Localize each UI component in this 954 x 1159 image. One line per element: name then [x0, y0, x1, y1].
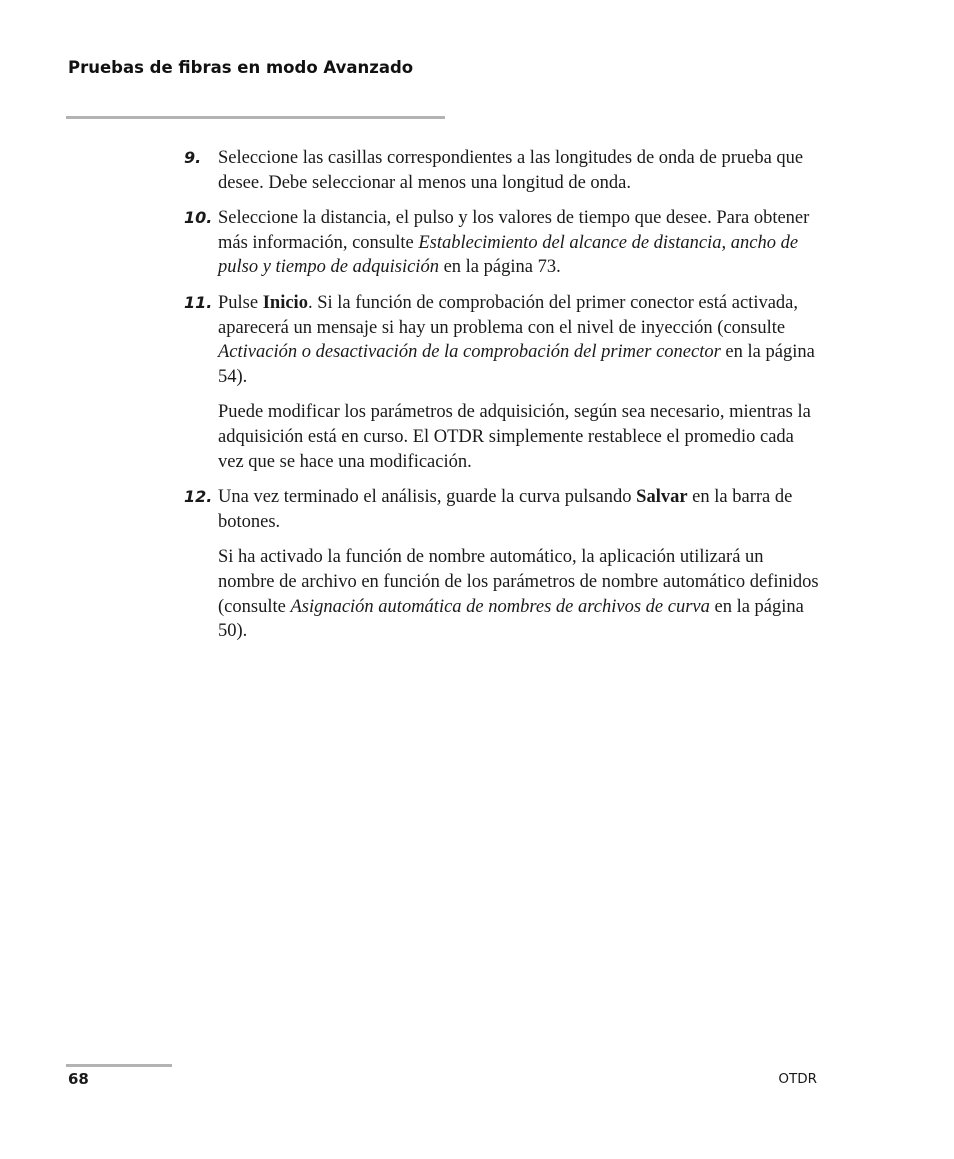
step-text-part: en la página 73. [438, 257, 561, 278]
step-text-part: en la barra de botones. [218, 487, 793, 532]
running-header: Pruebas de fibras en modo Avanzado [68, 58, 414, 77]
step-text-part: Una vez terminado el análisis, guarde la curva pulsando [218, 487, 637, 508]
cross-reference-link[interactable]: Activación o desactivación de la comprobación del primer conector [218, 342, 721, 363]
footer-rule [66, 1064, 172, 1067]
step-text [218, 206, 824, 280]
step-text-part: Pulse [218, 292, 263, 313]
step-text-part: Seleccione la distancia, el pulso y los valores de tiempo que desee. Para obtener más información, consulte [218, 208, 810, 253]
step-text [218, 485, 824, 534]
step-9 [184, 146, 824, 195]
step-text-part: en la página 54). [218, 342, 815, 387]
note-text: Puede modificar los parámetros de adquisición, según sea necesario, mientras la adquisición está en curso. El OTDR simplemente restablece el promedio cada vez que se hace una modificación. [218, 402, 811, 472]
button-name-salvar: Salvar [636, 487, 688, 508]
step-text-part: . Si la función de comprobación del primer conector está activada, aparecerá un mensaje si hay un problema con el nivel de inyección (consulte [218, 292, 799, 338]
step-number: 10. [184, 208, 213, 228]
button-name-inicio: Inicio [262, 292, 308, 313]
procedure-steps [184, 146, 824, 655]
product-name: OTDR [778, 1071, 817, 1087]
step-text: Seleccione las casillas correspondientes a las longitudes de onda de prueba que desee. Debe seleccionar al menos una longitud de onda. [218, 148, 804, 193]
step-10 [184, 206, 824, 280]
cross-reference-link[interactable]: Asignación automática de nombres de archivos de curva [290, 596, 710, 617]
page-number: 68 [68, 1070, 89, 1088]
step-number: 12. [184, 487, 213, 507]
step-number: 11. [184, 292, 213, 312]
note-text-part: Si ha activado la función de nombre automático, la aplicación utilizará un nombre de archivo en función de los parámetros de nombre automático definidos (consulte [218, 547, 819, 617]
header-rule [66, 116, 445, 119]
step-11-note [184, 400, 824, 474]
step-12-note [184, 545, 824, 643]
step-11 [184, 291, 824, 389]
step-12 [184, 485, 824, 534]
note-text-part: en la página 50). [218, 596, 804, 642]
note-text [218, 545, 824, 643]
cross-reference-link[interactable]: Establecimiento del alcance de distancia, ancho de pulso y tiempo de adquisición [218, 232, 799, 278]
step-text [218, 291, 824, 389]
step-number: 9. [184, 148, 202, 167]
